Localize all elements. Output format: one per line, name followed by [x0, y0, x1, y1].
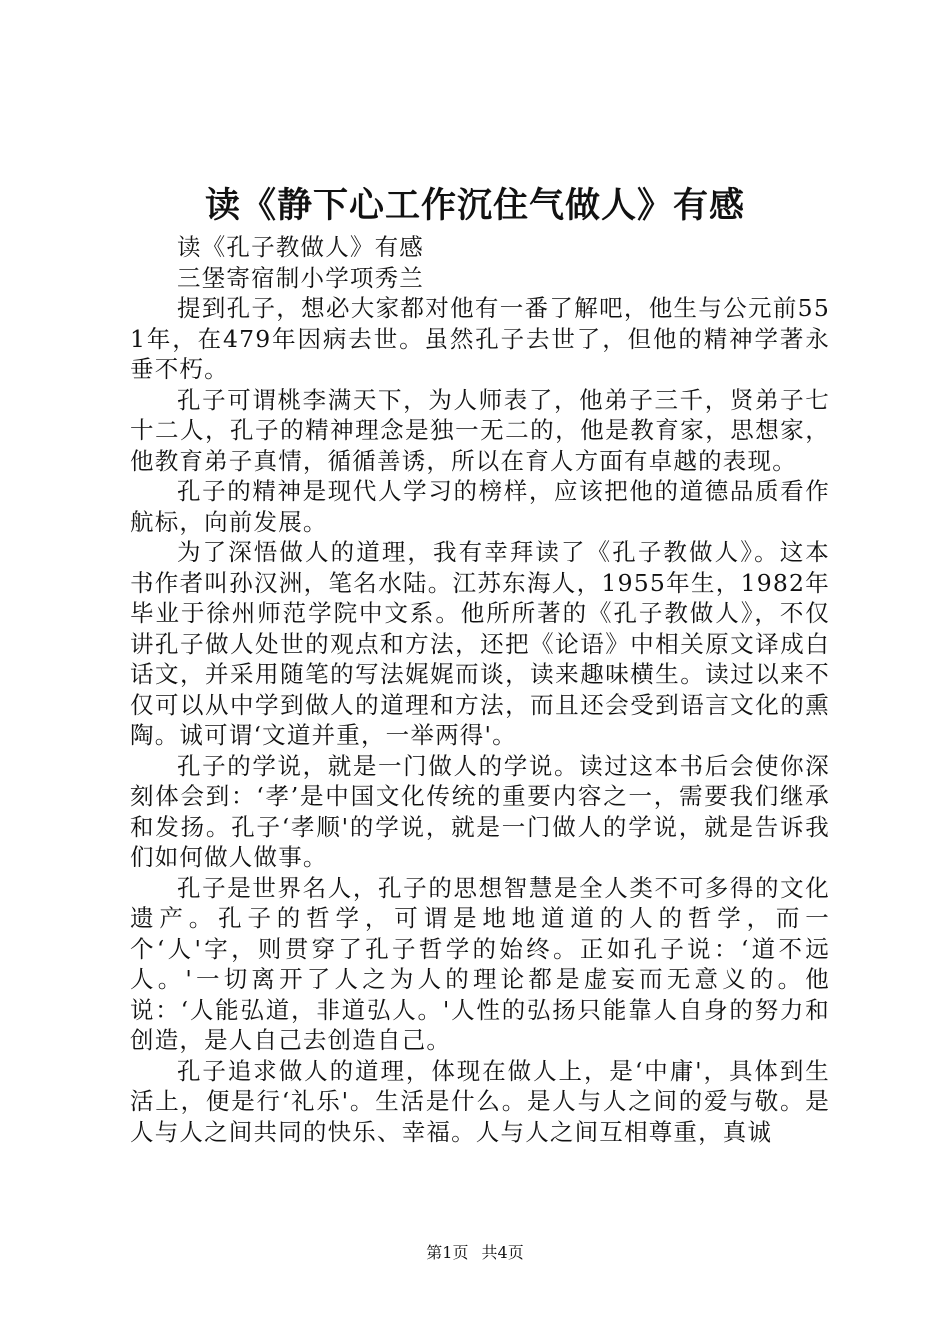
page-footer: [0, 1243, 950, 1263]
document-body: [130, 232, 830, 1147]
page-number: 第1页: [426, 1243, 469, 1262]
paragraph: 提到孔子，想必大家都对他有一番了解吧，他生与公元前551年，在479年因病去世。虽然孔子去世了，但他的精神学著永垂不朽。: [130, 294, 830, 383]
paragraph: 孔子可谓桃李满天下，为人师表了，他弟子三千，贤弟子七十二人，孔子的精神理念是独一无二的，他是教育家，思想家，他教育弟子真情，循循善诱，所以在育人方面有卓越的表现。: [130, 385, 830, 475]
paragraph: 孔子是世界名人，孔子的思想智慧是全人类不可多得的文化遗产。孔子的哲学，可谓是地地道道的人的哲学，而一个‘人'字，则贯穿了孔子哲学的始终。正如孔子说：‘道不远人。'一切离开了人之为人的理论都是虚妄而无意义的。他说：‘人能弘道，非道弘人。'人性的弘扬只能靠人自身的努力和创造，是人自己去创造自己。: [130, 873, 830, 1054]
paragraph: 孔子追求做人的道理，体现在做人上，是‘中庸'，具体到生活上，便是行‘礼乐'。生活是什么。是人与人之间的爱与敬。是人与人之间共同的快乐、幸福。人与人之间互相尊重，真诚: [130, 1056, 830, 1146]
paragraph: 孔子的精神是现代人学习的榜样，应该把他的道德品质看作航标，向前发展。: [130, 477, 830, 536]
paragraph: 孔子的学说，就是一门做人的学说。读过这本书后会使你深刻体会到：‘孝’是中国文化传统的重要内容之一，需要我们继承和发扬。孔子‘孝顺'的学说，就是一门做人的学说，就是告诉我们如何做人做事。: [130, 751, 830, 871]
paragraph-book-title: 读《孔子教做人》有感: [177, 233, 424, 261]
paragraph-author: 三堡寄宿制小学项秀兰: [177, 263, 424, 292]
paragraph: 为了深悟做人的道理，我有幸拜读了《孔子教做人》。这本书作者叫孙汉洲，笔名水陆。江苏东海人，1955年生，1982年毕业于徐州师范学院中文系。他所所著的《孔子教做人》，不仅讲孔子做人处世的观点和方法，还把《论语》中相关原文译成白话文，并采用随笔的写法娓娓而谈，读来趣味横生。读过以来不仅可以从中学到做人的道理和方法，而且还会受到语言文化的熏陶。诚可谓‘文道并重，一举两得'。: [130, 538, 830, 749]
page-total: 共4页: [481, 1243, 524, 1262]
document-title: 读《静下心工作沉住气做人》有感: [204, 185, 745, 226]
